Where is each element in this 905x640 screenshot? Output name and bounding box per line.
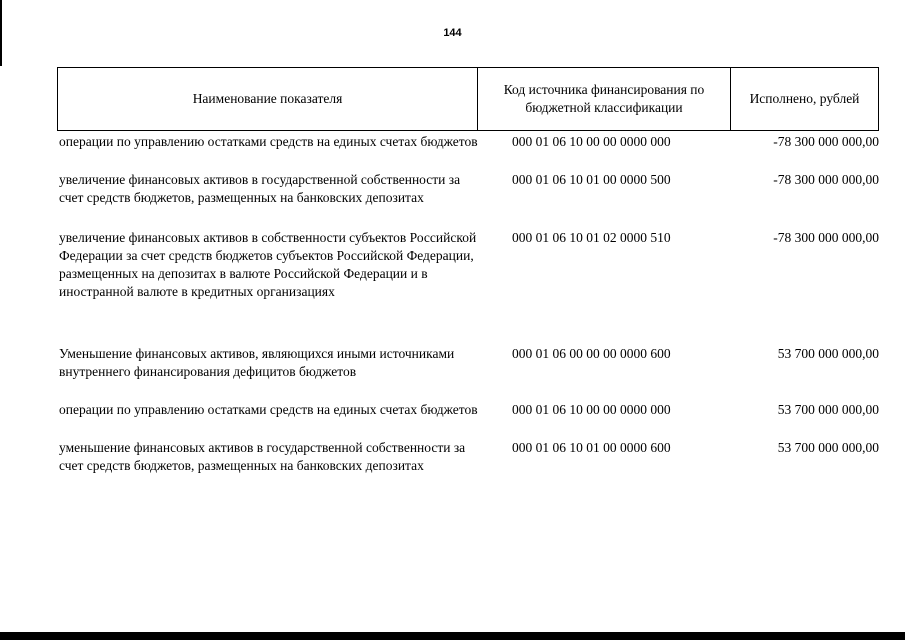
table-row — [59, 133, 879, 171]
table-body — [59, 133, 879, 495]
table-row — [59, 439, 879, 495]
row-code: 000 01 06 10 01 00 0000 500 — [512, 172, 671, 187]
header-code-cell — [478, 68, 731, 130]
row-name: Уменьшение финансовых активов, являющихся иными источниками внутреннего финансирования дефицитов бюджетов — [59, 346, 455, 379]
header-code-label-line1: Код источника финансирования по — [503, 82, 705, 97]
row-name: операции по управлению остатками средств на единых счетах бюджетов — [59, 134, 478, 149]
row-amount: -78 300 000 000,00 — [773, 172, 879, 187]
row-code: 000 01 06 10 01 02 0000 510 — [512, 230, 671, 245]
row-code: 000 01 06 10 00 00 0000 000 — [512, 402, 671, 417]
table-header — [57, 67, 879, 131]
row-code: 000 01 06 10 00 00 0000 000 — [512, 134, 671, 149]
header-name-label: Наименование показателя — [192, 91, 343, 106]
row-name: увеличение финансовых активов в собственности субъектов Российской Федерации за счет средств бюджетов субъектов Российской Федерации, размещенных на депозитах в валюте Российской Федерации и в иностранной валюте в кредитных организациях — [59, 230, 477, 299]
row-name: уменьшение финансовых активов в государственной собственности за счет средств бюджетов, размещенных на банковских депозитах — [59, 440, 466, 473]
row-name: операции по управлению остатками средств на единых счетах бюджетов — [59, 402, 478, 417]
row-amount: -78 300 000 000,00 — [773, 230, 879, 245]
row-code: 000 01 06 10 01 00 0000 600 — [512, 440, 671, 455]
row-name: увеличение финансовых активов в государственной собственности за счет средств бюджетов, размещенных на банковских депозитах — [59, 172, 461, 205]
row-amount: 53 700 000 000,00 — [777, 346, 879, 361]
row-amount: 53 700 000 000,00 — [777, 440, 879, 455]
header-amount-label: Исполнено, рублей — [749, 91, 860, 106]
table-row — [59, 401, 879, 439]
header-amount-cell — [731, 68, 878, 130]
row-amount: 53 700 000 000,00 — [777, 402, 879, 417]
header-code-label-line2: бюджетной классификации — [525, 100, 683, 115]
header-name-cell — [58, 68, 478, 130]
table-row — [59, 345, 879, 401]
row-amount: -78 300 000 000,00 — [773, 134, 879, 149]
page-number: 144 — [443, 27, 462, 39]
scan-bottom-edge — [0, 632, 905, 640]
row-code: 000 01 06 00 00 00 0000 600 — [512, 346, 671, 361]
table-row — [59, 229, 879, 345]
table-row — [59, 171, 879, 229]
